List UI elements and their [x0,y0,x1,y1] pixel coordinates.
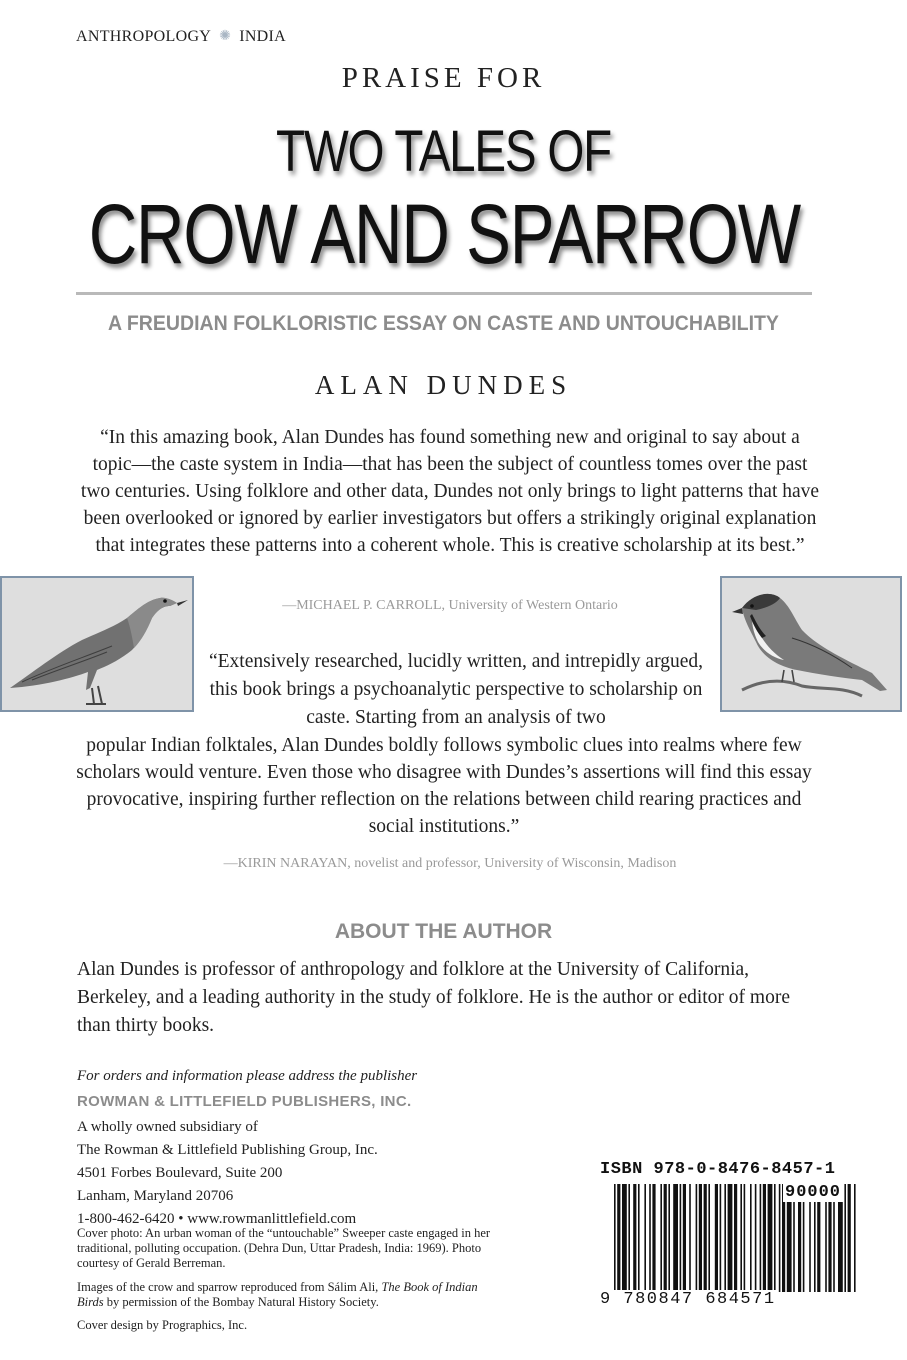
ean-digits: 9 780847 684571 [600,1290,776,1309]
barcode-bar [638,1184,640,1292]
barcode-bar [689,1184,691,1292]
quote-2-attribution: —KIRIN NARAYAN, novelist and professor, University of Wisconsin, Madison [223,856,677,871]
barcode-bar [750,1184,752,1292]
address-line: A wholly owned subsidiary of [77,1119,258,1135]
category-left: ANTHROPOLOGY [76,28,212,45]
barcode-bar [704,1184,707,1292]
about-text: Alan Dundes is professor of anthropology and folklore at the University of California, Berkeley, and a leading authority in the study of folklore. He is the author or editor of more than thirty books. [77,959,790,1036]
barcode-bar [740,1184,742,1292]
quote-2-part-2: popular Indian folktales, Alan Dundes boldly follows symbolic clues into realms where few scholars would venture. Even those who disagree with Dundes’s assertions will find this essay provocative, inspiring further reflection on the relations between child rearing practices and social institutions.” [76,735,812,837]
images-credit [77,1280,497,1310]
design-credit: Cover design by Prographics, Inc. [77,1318,248,1332]
address-line: Lanham, Maryland 20706 [77,1188,234,1204]
barcode-bar [744,1184,746,1292]
barcode-bar [628,1184,630,1292]
praise-heading: PRAISE FOR [341,62,546,94]
barcode-bar [728,1184,733,1292]
title-divider [76,292,812,295]
barcode-bar [699,1184,702,1292]
publisher-name: ROWMAN & LITTLEFIELD PUBLISHERS, INC. [77,1093,412,1110]
barcode-bar [779,1184,781,1292]
isbn-label: ISBN 978-0-8476-8457-1 [600,1160,836,1179]
barcode-bar [649,1184,651,1292]
barcode-bar [774,1184,776,1292]
barcode-bar [680,1184,682,1292]
quote-2-part-1: “Extensively researched, lucidly written, and intrepidly argued, this book brings a psychoanalytic perspective to scholarship on caste. Starting from an analysis of two [208,651,703,728]
barcode-bar [668,1184,670,1292]
barcode-bar [854,1184,856,1292]
barcode-bar [768,1184,773,1292]
barcode-bar [660,1184,662,1292]
barcode-bar [763,1184,766,1292]
barcode-bar [673,1184,678,1292]
category-right: INDIA [239,28,287,45]
barcode-bar [755,1184,757,1292]
barcode-bar [614,1184,616,1292]
title-line-2: CROW AND SPARROW [88,187,801,281]
barcode-bar [844,1184,846,1292]
author-name: ALAN DUNDES [314,370,573,400]
address-line: The Rowman & Littlefield Publishing Group, Inc. [77,1142,378,1158]
sparrow-drawing [722,578,900,710]
barcode-bar [720,1184,722,1292]
address-line: 1-800-462-6420 • www.rowmanlittlefield.com [77,1211,357,1227]
crow-illustration [0,576,194,712]
barcode-bar [617,1184,620,1292]
barcode-bar [848,1184,851,1292]
barcode-bar [724,1184,726,1292]
images-credit-post: by permission of the Bombay Natural History Society. [103,1295,379,1309]
orders-line: For orders and information please address the publisher [77,1068,418,1084]
category-line [76,28,286,46]
publisher-address [77,1116,378,1231]
barcode-bar [696,1184,698,1292]
price-code: 90000 [785,1183,842,1202]
crow-drawing [2,578,192,710]
title-line-1: TWO TALES OF [276,119,611,184]
barcode-bar [664,1184,667,1292]
sparrow-illustration [720,576,902,712]
barcode-bar [644,1184,646,1292]
images-credit-pre: Images of the crow and sparrow reproduced from Sálim Ali, [77,1280,382,1294]
barcode-bar [622,1184,627,1292]
barcode-bar [652,1184,655,1292]
about-heading: ABOUT THE AUTHOR [334,920,553,943]
cover-photo-credit: Cover photo: An urban woman of the “untouchable” Sweeper caste engaged in her traditional, polluting occupation. (Dehra Dun, Uttar Pradesh, India: 1969). Photo courtesy of Gerald Berreman. [77,1226,491,1270]
snowflake-icon: ✺ [219,29,232,44]
images-credit-title: The Book of Indian Birds [77,1280,478,1309]
subtitle: A FREUDIAN FOLKLORISTIC ESSAY ON CASTE AND UNTOUCHABILITY [108,312,779,335]
address-line: 4501 Forbes Boulevard, Suite 200 [77,1165,283,1181]
barcode-bar [633,1184,636,1292]
quote-1-attribution: —MICHAEL P. CARROLL, University of Western Ontario [282,598,618,613]
barcode-bar [715,1184,718,1292]
barcode-bar [760,1184,762,1292]
quote-1: “In this amazing book, Alan Dundes has found something new and original to say about a topic—the caste system in India—that has been the subject of countless tomes over the past two centuries. Using folklore and other data, Dundes not only brings to light patterns that have been overlooked or ignored by earlier investigators but offers a strikingly original explanation that integrates these patterns into a coherent whole. This is creative scholarship at its best.” [80,427,820,556]
barcode-bar [708,1184,710,1292]
barcode-bar [734,1184,737,1292]
barcode-bar [683,1184,686,1292]
